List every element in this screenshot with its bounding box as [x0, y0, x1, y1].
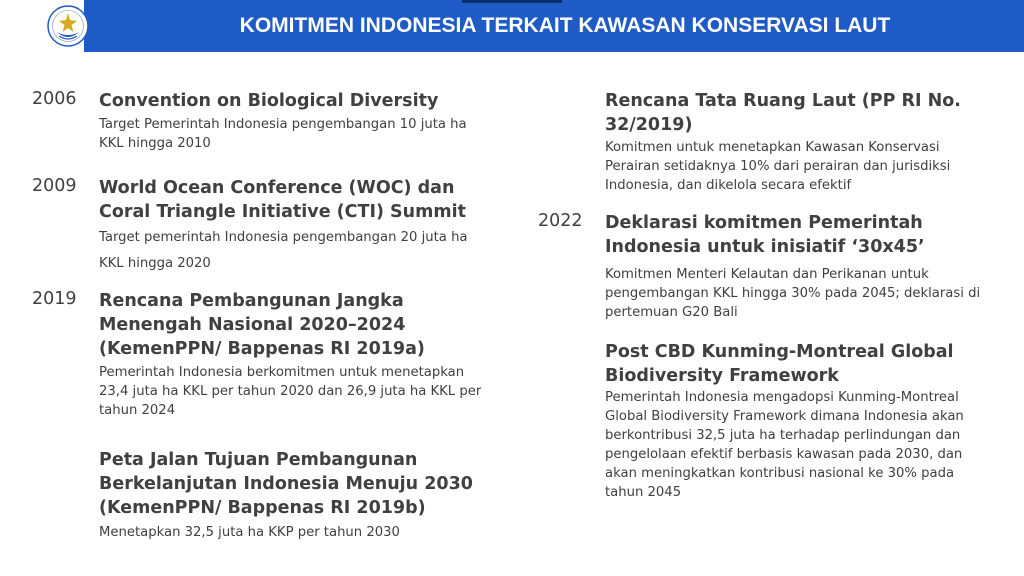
entry-year: 2006 [32, 89, 77, 109]
entry-description: Komitmen Menteri Kelautan dan Perikanan untuk pengembangan KKL hingga 30% pada 2045; deklarasi di pertemuan G20 Bali [605, 267, 981, 320]
entry-title: Rencana Tata Ruang Laut (PP RI No. 32/2019) [605, 91, 961, 135]
entry-year: 2019 [32, 289, 77, 309]
entry-year: 2009 [32, 176, 77, 196]
kkp-logo-icon [46, 4, 90, 48]
entry-title: Rencana Pembangunan Jangka Menengah Nasional 2020–2024 (KemenPPN/ Bappenas RI 2019a) [99, 291, 425, 359]
timeline-entry [605, 89, 985, 195]
header-bar [0, 0, 1024, 52]
entry-description: Pemerintah Indonesia berkomitmen untuk menetapkan 23,4 juta ha KKL per tahun 2020 dan 26,9 juta ha KKL per tahun 2024 [99, 365, 482, 418]
entry-description: Pemerintah Indonesia mengadopsi Kunming-Montreal Global Biodiversity Framework dimana Indonesia akan berkontribusi 32,5 juta ha terhadap perlindungan dan pengelolaan efektif berbasis kawasan pada 2030, dan akan meningkatkan kontribusi nasional ke 30% pada tahun 2045 [605, 390, 964, 500]
entry-title: Deklarasi komitmen Pemerintah Indonesia untuk inisiatif ‘30x45’ [605, 213, 925, 257]
entry-description: Menetapkan 32,5 juta ha KKP per tahun 2030 [99, 525, 400, 540]
timeline-entry [32, 176, 484, 276]
timeline-entry [32, 289, 489, 420]
entry-title: Convention on Biological Diversity [99, 91, 439, 111]
entry-title: World Ocean Conference (WOC) dan Coral Triangle Initiative (CTI) Summit [99, 178, 466, 222]
timeline-entry [538, 211, 1005, 322]
page-title: KOMITMEN INDONESIA TERKAIT KAWASAN KONSERVASI LAUT [239, 14, 891, 37]
entry-description: Komitmen untuk menetapkan Kawasan Konservasi Perairan setidaknya 10% dari perairan dan jurisdiksi Indonesia, dan dikelola secara efektif [605, 140, 951, 193]
logo-area [0, 0, 84, 52]
entry-description: Target pemerintah Indonesia pengembangan 20 juta ha KKL hingga 2020 [99, 230, 468, 271]
entry-title-with-description [99, 176, 484, 276]
timeline-entry [99, 448, 499, 542]
entry-description: Target Pemerintah Indonesia pengembangan 10 juta ha KKL hingga 2010 [99, 117, 467, 151]
entry-title: Post CBD Kunming-Montreal Global Biodiversity Framework [605, 342, 954, 386]
timeline-entry [605, 340, 990, 502]
timeline-entry [32, 89, 489, 153]
entry-title: Peta Jalan Tujuan Pembangunan Berkelanjutan Indonesia Menuju 2030 (KemenPPN/ Bappenas RI 2019b) [99, 450, 473, 518]
entry-year: 2022 [538, 211, 583, 231]
